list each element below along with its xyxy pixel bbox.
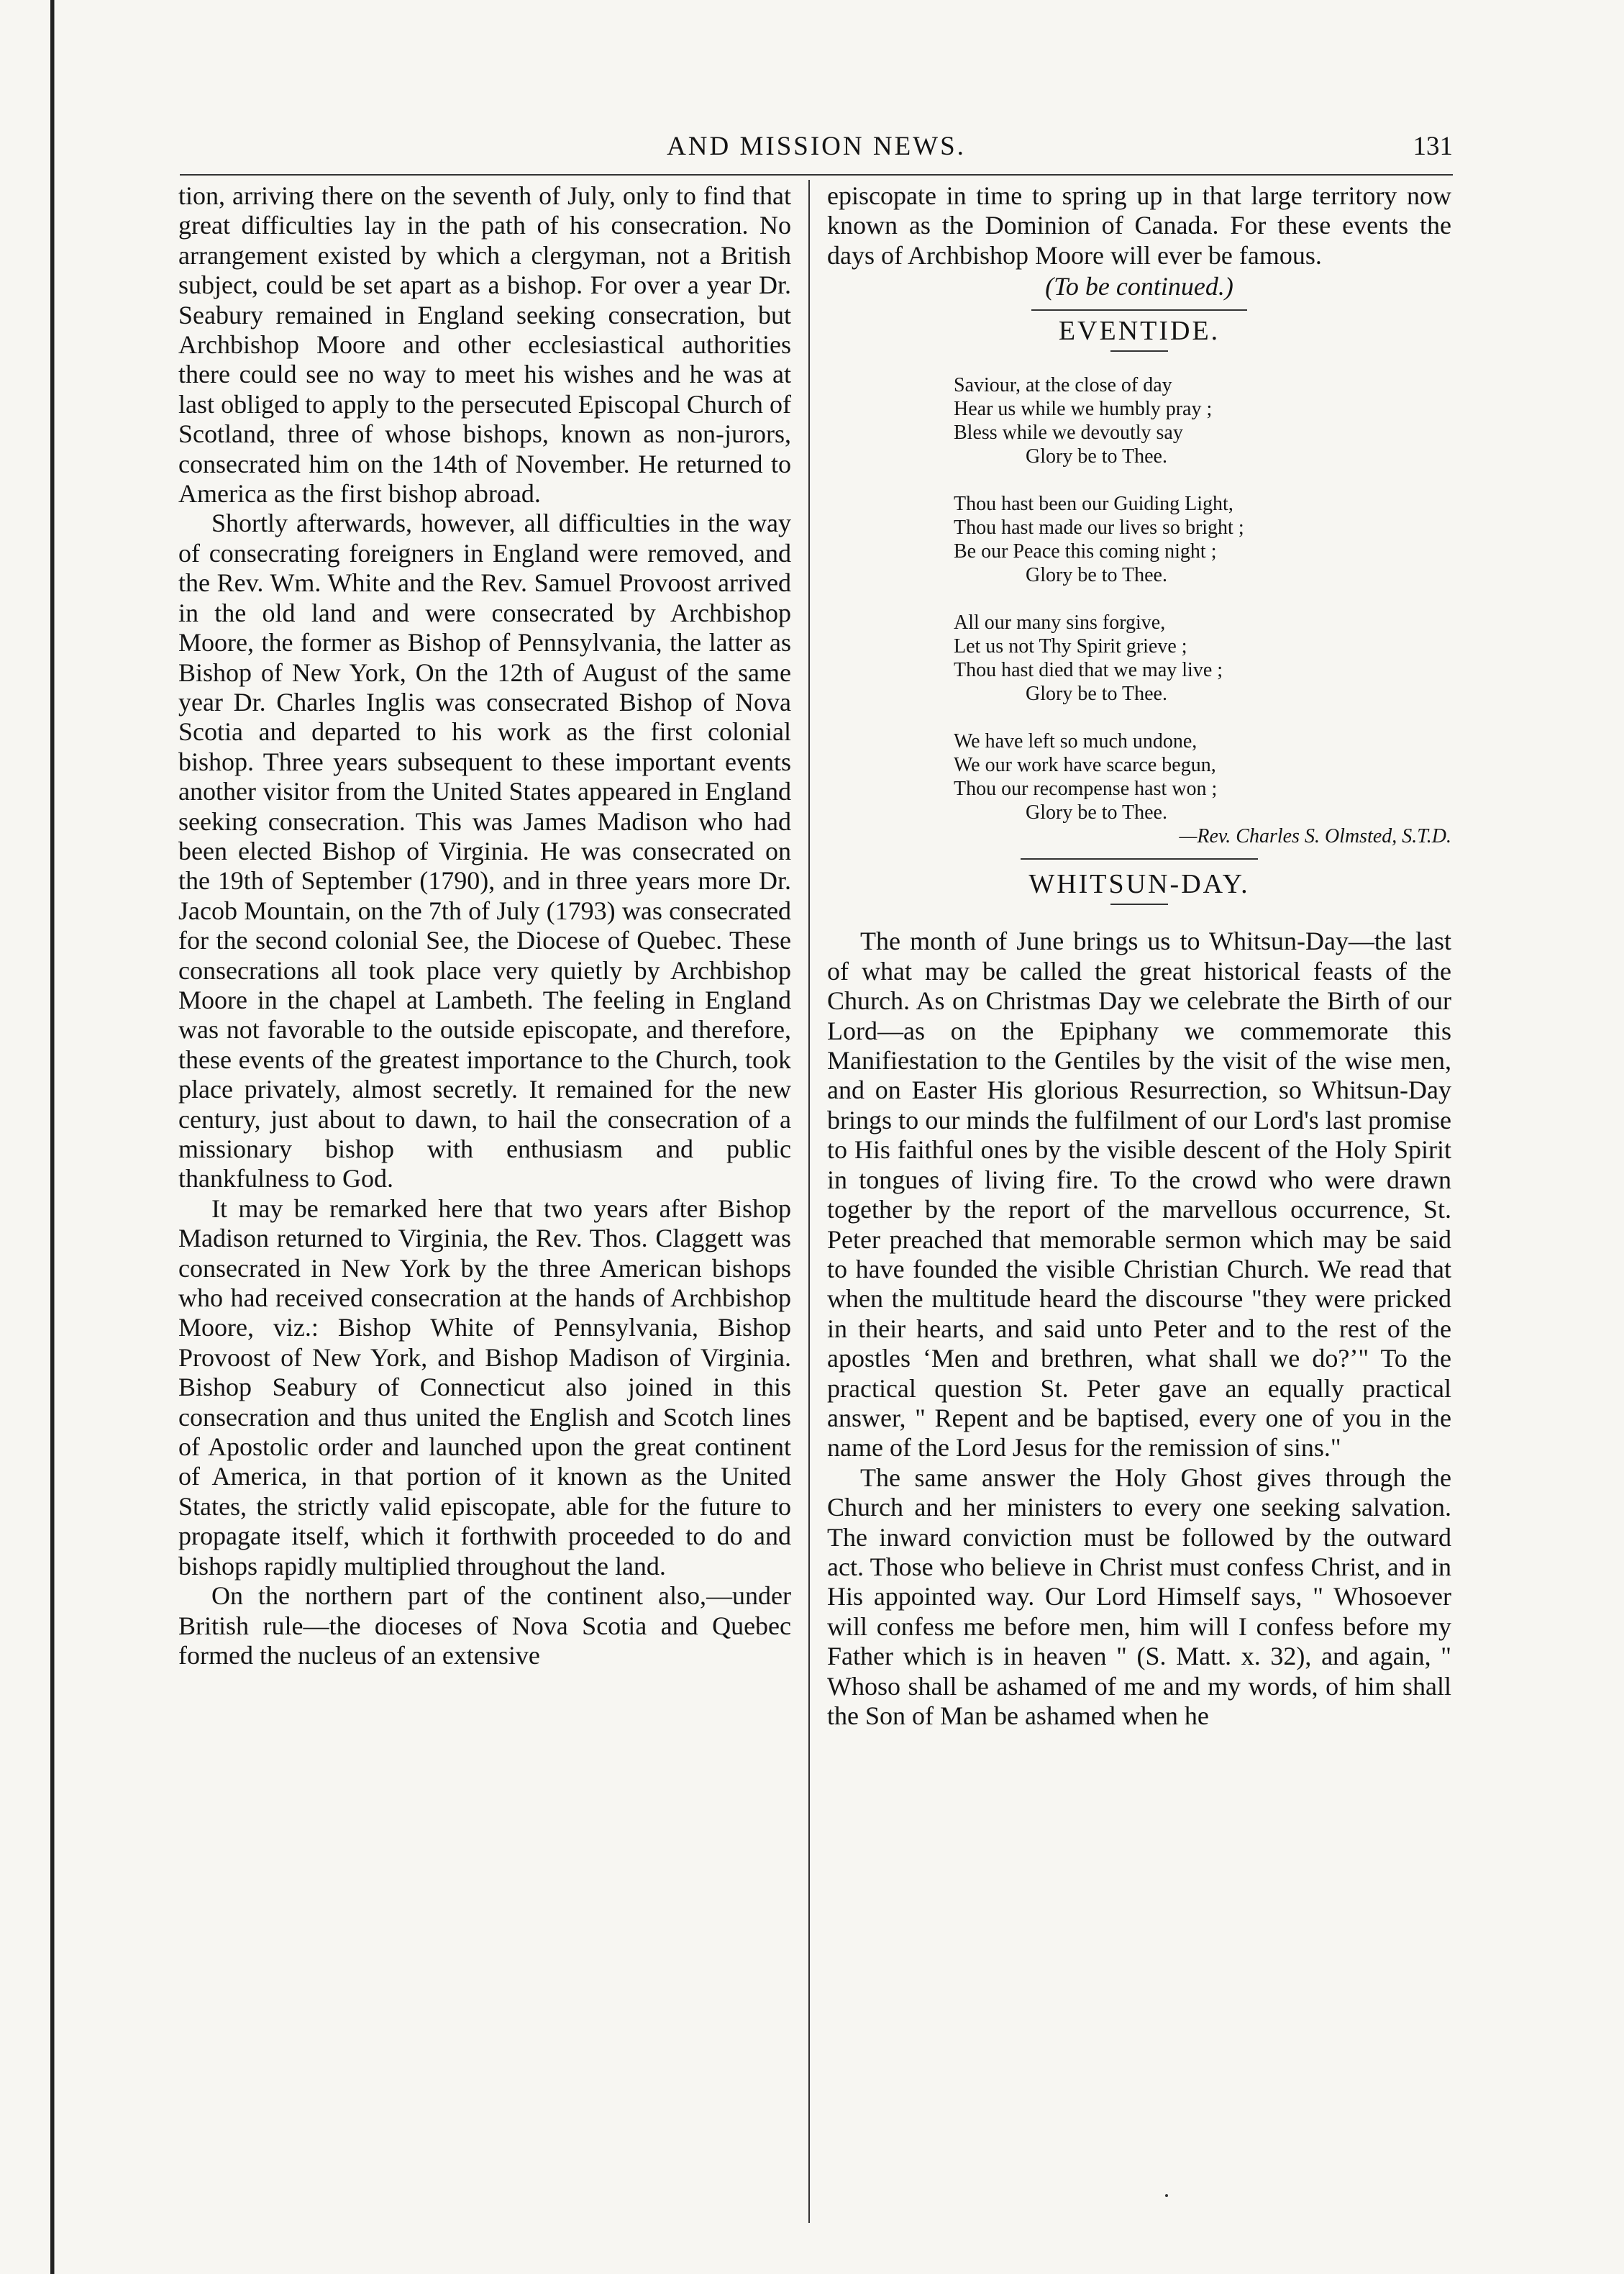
left-column (178, 181, 791, 1670)
section-rule (1021, 858, 1258, 860)
poem-line: Be our Peace this coming night ; (954, 540, 1217, 563)
poem-line: Thou hast died that we may live ; (954, 659, 1223, 682)
article-title: WHITSUN-DAY. (1028, 869, 1250, 900)
section-rule (1031, 309, 1247, 311)
poem-line: Let us not Thy Spirit grieve ; (954, 635, 1187, 658)
poem-line: Bless while we devoutly say (954, 422, 1183, 445)
title-underline (1110, 904, 1168, 905)
poem-line: We our work have scarce begun, (954, 754, 1216, 777)
paragraph: episcopate in time to spring up in that large territory now known as the Dominion of Canada. For these events the days of Archbishop Moore will ever be famous. (827, 181, 1451, 270)
page-number: 131 (1413, 132, 1453, 161)
poem (954, 373, 1451, 824)
paragraph: Shortly afterwards, however, all difficulties in the way of consecrating foreigners in England were removed, and the Rev. Wm. White and the Rev. Samuel Provoost arrived in the old land and were consecrated by Archbishop Moore, the former as Bishop of Pennsylvania, the latter as Bishop of New York, On the 12th of August of the same year Dr. Charles Inglis was consecrated Bishop of Nova Scotia and departed to his work as the first colonial bishop. Three years subsequent to these important events another visitor from the United States appeared in England seeking consecration. This was James Madison who had been elected Bishop of Virginia. He was consecrated on the 19th of September (1790), and in three years more Dr. Jacob Mountain, on the 7th of July (1793) was consecrated for the second colonial See, the Diocese of Quebec. These consecrations all took place very quietly by Archbishop Moore in the chapel at Lambeth. The feeling in England was not favorable to the outside episcopate, and therefore, these events of the greatest importance to the Church, took place privately, almost secretly. It remained for the new century, just about to dawn, to hail the consecration of a missionary bishop with enthusiasm and public thankfulness to God. (178, 509, 791, 1193)
poem-line: All our many sins forgive, (954, 611, 1166, 635)
paragraph: tion, arriving there on the seventh of July, only to find that great difficulties lay in the path of his consecration. No arrangement existed by which a clergyman, not a British subject, could be set apart as a bishop. For over a year Dr. Seabury remained in England seeking consecration, but Archbishop Moore and other ecclesiastical authorities there could see no way to meet his wishes and he was at last obliged to apply to the persecuted Episcopal Church of Scotland, three of whose bishops, known as non-jurors, consecrated him on the 14th of November. He returned to America as the first bishop abroad. (178, 181, 791, 509)
header-rule (180, 174, 1453, 176)
to-be-continued: (To be continued.) (1045, 272, 1233, 301)
poem-line: Saviour, at the close of day (954, 374, 1172, 397)
paragraph: The same answer the Holy Ghost gives through the Church and her ministers to every one seeking salvation. The inward conviction must be followed by the outward act. Those who believe in Christ must confess Christ, and in His appointed way. Our Lord Himself says, " Whosoever will confess me before men, him will I confess before my Father which is in heaven " (S. Matt. x. 32), and again, " Whoso shall be ashamed of me and my words, of him shall the Son of Man be ashamed when he (827, 1463, 1451, 1730)
column-divider (808, 180, 810, 2223)
poem-line: Thou hast been our Guiding Light, (954, 493, 1233, 516)
poem-refrain: Glory be to Thee. (1026, 564, 1167, 587)
running-header (180, 128, 1453, 171)
poem-line: Thou our recompense hast won ; (954, 778, 1218, 801)
poem-refrain: Glory be to Thee. (1026, 801, 1167, 824)
poem-line: Thou hast made our lives so bright ; (954, 517, 1244, 540)
poem-line: We have left so much undone, (954, 730, 1198, 753)
running-title: AND MISSION NEWS. (667, 132, 966, 161)
right-column (827, 181, 1451, 1731)
page-binding-edge (50, 0, 58, 2274)
poem-stanza (954, 611, 1451, 706)
paragraph: It may be remarked here that two years after Bishop Madison returned to Virginia, the Rev. Thos. Claggett was consecrated in New York by the three American bishops who had received consecration at the hands of Archbishop Moore, viz.: Bishop White of Pennsylvania, Bishop Provoost of New York, and Bishop Madison of Virginia. Bishop Seabury of Connecticut also joined in this consecration and thus united the English and Scotch lines of Apostolic order and launched upon the great continent of America, in that portion of it known as the United States, the strictly valid episcopate, able for the future to propagate itself, which it forthwith proceeded to do and bishops rapidly multiplied throughout the land. (178, 1193, 791, 1581)
title-underline (1110, 350, 1168, 352)
poem-title: EVENTIDE. (1058, 315, 1221, 346)
poem-stanza (954, 729, 1451, 824)
poem-attribution: —Rev. Charles S. Olmsted, S.T.D. (1179, 825, 1451, 848)
paragraph: On the northern part of the continent also,—under British rule—the dioceses of Nova Scotia and Quebec formed the nucleus of an extensive (178, 1581, 791, 1670)
stray-mark (1165, 2194, 1168, 2197)
poem-stanza (954, 492, 1451, 587)
poem-line: Hear us while we humbly pray ; (954, 398, 1213, 421)
paragraph: The month of June brings us to Whitsun-Day—the last of what may be called the great historical feasts of the Church. As on Christmas Day we celebrate the Birth of our Lord—as on the Epiphany we commemorate this Manifiestation to the Gentiles by the visit of the wise men, and on Easter His glorious Resurrection, so Whitsun-Day brings to our minds the fulfilment of our Lord's last promise to His faithful ones by the visible descent of the Holy Spirit in tongues of living fire. To the crowd who were drawn together by the report of the marvellous occurrence, St. Peter preached that memorable sermon which may be said to have founded the visible Christian Church. We read that when the multitude heard the discourse "they were pricked in their hearts, and said unto Peter and to the rest of the apostles ‘Men and brethren, what shall we do?’" To the practical question St. Peter gave an equally practical answer, " Repent and be baptised, every one of you in the name of the Lord Jesus for the remission of sins." (827, 927, 1451, 1463)
poem-refrain: Glory be to Thee. (1026, 683, 1167, 706)
poem-refrain: Glory be to Thee. (1026, 445, 1167, 468)
poem-stanza (954, 373, 1451, 468)
